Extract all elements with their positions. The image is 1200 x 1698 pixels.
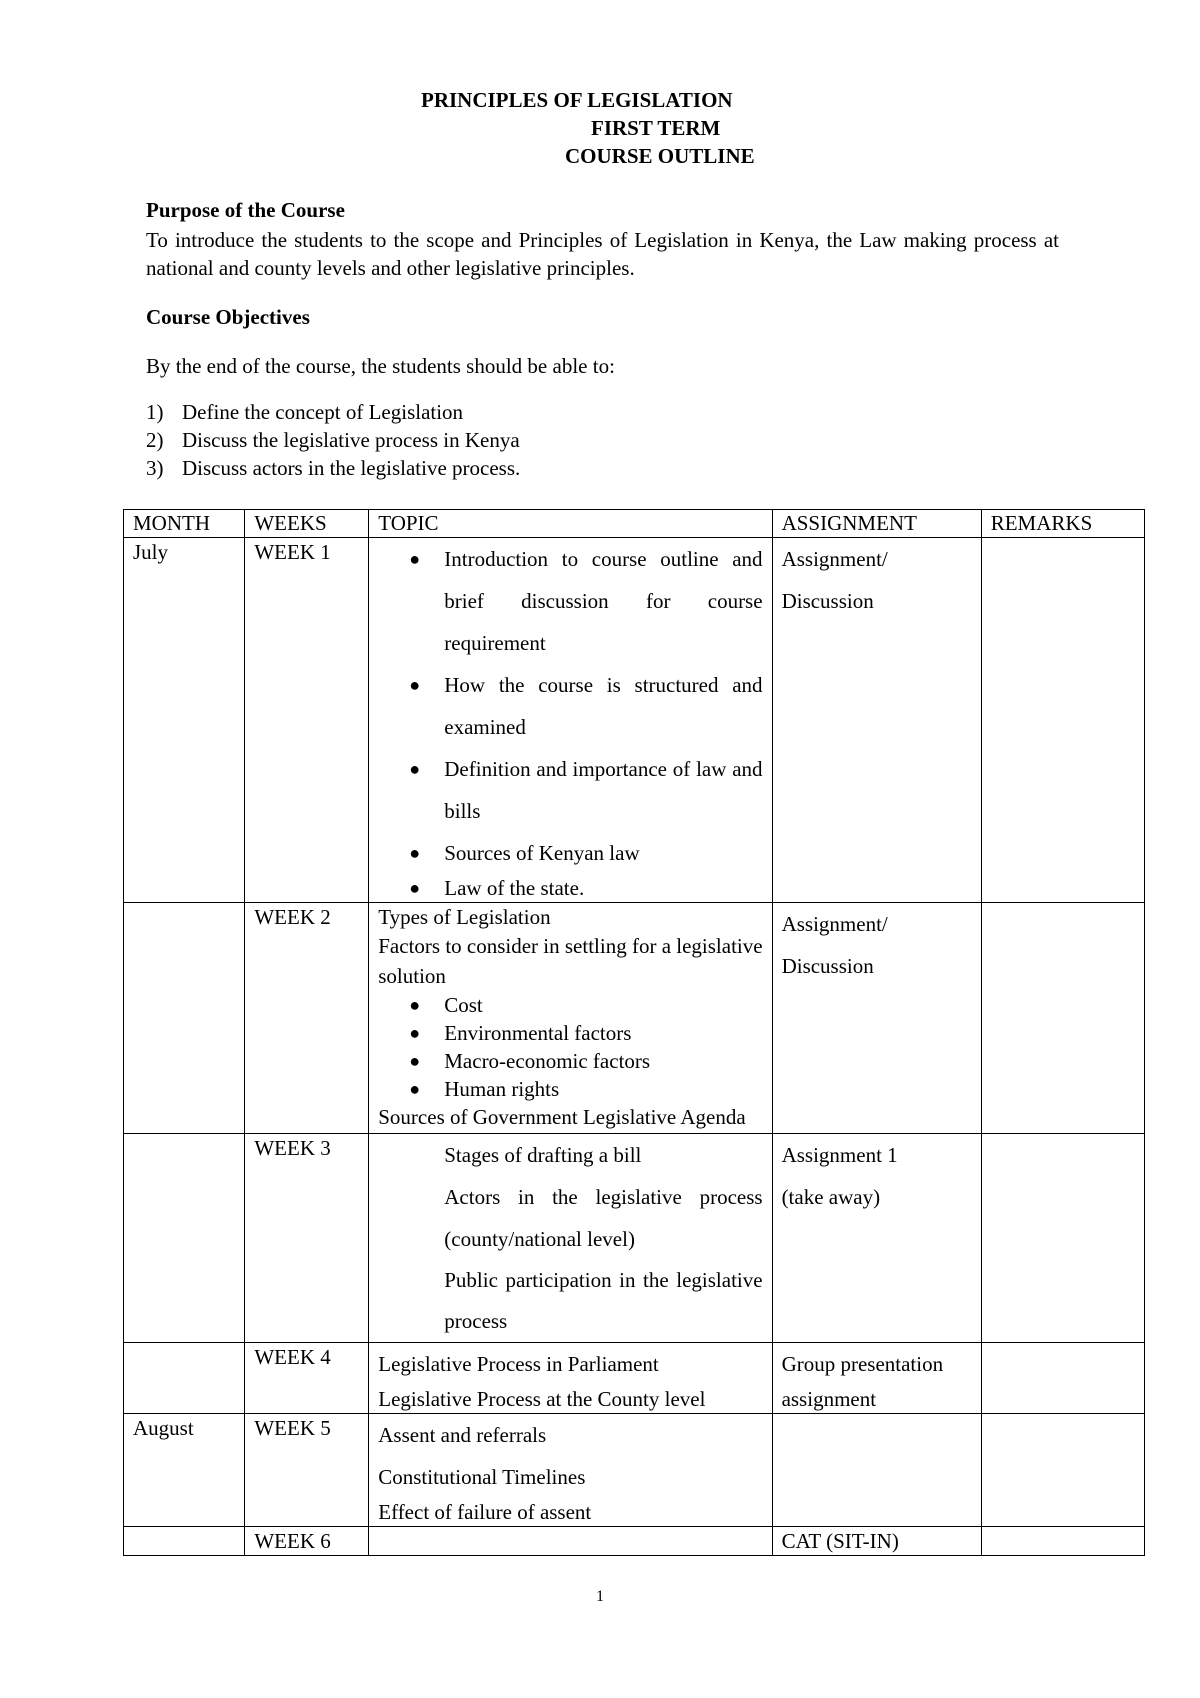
topic-item: ● Law of the state. bbox=[409, 876, 585, 900]
remarks-cell bbox=[981, 1527, 1144, 1556]
objectives-heading: Course Objectives bbox=[146, 305, 310, 329]
bullet-icon: ● bbox=[409, 549, 421, 569]
remarks-cell bbox=[981, 1134, 1144, 1343]
assignment-cell: Assignment/ Discussion bbox=[772, 538, 981, 903]
remarks-cell bbox=[981, 1343, 1144, 1414]
header-month: MONTH bbox=[124, 510, 245, 538]
topic-list bbox=[369, 991, 762, 1103]
header-topic: TOPIC bbox=[369, 510, 772, 538]
topic-list bbox=[369, 1134, 762, 1342]
topic-item: Public participation in the legislative process bbox=[444, 1268, 763, 1333]
bullet-icon: ● bbox=[409, 1023, 421, 1043]
topic-cell bbox=[369, 903, 772, 1134]
objective-item bbox=[146, 426, 520, 454]
objectives-list bbox=[146, 398, 520, 482]
month-cell bbox=[124, 1134, 245, 1343]
purpose-text: To introduce the students to the scope and Principles of Legislation in Kenya, the Law making process at national and county levels and other legislative principles. bbox=[146, 228, 1059, 280]
header-weeks: WEEKS bbox=[245, 510, 369, 538]
table-row bbox=[124, 1527, 1145, 1556]
week-cell: WEEK 6 bbox=[245, 1527, 369, 1556]
topic-line: Sources of Government Legislative Agenda bbox=[378, 1105, 746, 1129]
month-cell bbox=[124, 903, 245, 1134]
objectives-intro: By the end of the course, the students should be able to: bbox=[146, 354, 615, 378]
topic-list bbox=[369, 538, 762, 902]
month-cell bbox=[124, 1343, 245, 1414]
bullet-icon: ● bbox=[409, 995, 421, 1015]
topic-cell bbox=[369, 1414, 772, 1527]
bullet-icon: ● bbox=[409, 843, 421, 863]
remarks-cell bbox=[981, 1414, 1144, 1527]
topic-item: ● Definition and importance of law and bills bbox=[369, 748, 762, 832]
remarks-cell bbox=[981, 538, 1144, 903]
bullet-icon: ● bbox=[409, 759, 421, 779]
table-row bbox=[124, 538, 1145, 903]
topic-item: ● Introduction to course outline and brief discussion for course requirement bbox=[369, 538, 762, 664]
objective-item bbox=[146, 398, 520, 426]
table-header-row bbox=[124, 510, 1145, 538]
assignment-cell: Assignment 1 (take away) bbox=[772, 1134, 981, 1343]
topic-cell bbox=[369, 538, 772, 903]
week-cell: WEEK 4 bbox=[245, 1343, 369, 1414]
page-number: 1 bbox=[596, 1588, 604, 1605]
topic-item: Stages of drafting a bill bbox=[444, 1143, 642, 1167]
objective-number: 2) bbox=[146, 428, 164, 452]
topic-item: ● Cost bbox=[409, 993, 483, 1017]
course-outline-table bbox=[123, 509, 1145, 1556]
table-row bbox=[124, 1343, 1145, 1414]
week-cell: WEEK 2 bbox=[245, 903, 369, 1134]
table-row bbox=[124, 1134, 1145, 1343]
objective-item bbox=[146, 454, 520, 482]
topic-item: ● How the course is structured and examined bbox=[369, 664, 762, 748]
header-remarks: REMARKS bbox=[981, 510, 1144, 538]
topic-line: Legislative Process in Parliament bbox=[378, 1352, 659, 1376]
topic-item: ● Macro-economic factors bbox=[409, 1049, 651, 1073]
month-cell: July bbox=[124, 538, 245, 903]
week-cell: WEEK 1 bbox=[245, 538, 369, 903]
assignment-cell bbox=[772, 1414, 981, 1527]
bullet-icon: ● bbox=[409, 675, 421, 695]
assignment-cell: CAT (SIT-IN) bbox=[772, 1527, 981, 1556]
table-row bbox=[124, 903, 1145, 1134]
assignment-cell: Group presentation assignment bbox=[772, 1343, 981, 1414]
topic-cell bbox=[369, 1134, 772, 1343]
topic-line: Types of Legislation bbox=[378, 905, 551, 929]
bullet-icon: ● bbox=[409, 1051, 421, 1071]
topic-item: ● Human rights bbox=[409, 1077, 560, 1101]
topic-item: ● Environmental factors bbox=[409, 1021, 632, 1045]
month-cell: August bbox=[124, 1414, 245, 1527]
objective-text: Discuss actors in the legislative process. bbox=[182, 456, 521, 480]
topic-item: ● Sources of Kenyan law bbox=[369, 832, 762, 874]
bullet-icon: ● bbox=[409, 878, 421, 898]
month-cell bbox=[124, 1527, 245, 1556]
topic-cell bbox=[369, 1527, 772, 1556]
assignment-cell: Assignment/ Discussion bbox=[772, 903, 981, 1134]
topic-line: Factors to consider in settling for a legislative solution bbox=[378, 934, 763, 988]
remarks-cell bbox=[981, 903, 1144, 1134]
topic-line: Effect of failure of assent bbox=[378, 1500, 592, 1524]
bullet-icon: ● bbox=[409, 1079, 421, 1099]
header-assignment: ASSIGNMENT bbox=[772, 510, 981, 538]
week-cell: WEEK 5 bbox=[245, 1414, 369, 1527]
objective-text: Discuss the legislative process in Kenya bbox=[182, 428, 520, 452]
topic-line: Assent and referrals bbox=[378, 1423, 547, 1447]
topic-line: Legislative Process at the County level bbox=[378, 1387, 706, 1411]
title-line-2: FIRST TERM bbox=[591, 116, 721, 140]
topic-item: Actors in the legislative process (county/national level) bbox=[444, 1185, 763, 1251]
table-row bbox=[124, 1414, 1145, 1527]
topic-cell bbox=[369, 1343, 772, 1414]
week-cell: WEEK 3 bbox=[245, 1134, 369, 1343]
purpose-heading: Purpose of the Course bbox=[146, 198, 345, 222]
objective-number: 3) bbox=[146, 456, 164, 480]
topic-line: Constitutional Timelines bbox=[378, 1465, 586, 1489]
objective-number: 1) bbox=[146, 400, 164, 424]
objective-text: Define the concept of Legislation bbox=[182, 400, 464, 424]
title-line-3: COURSE OUTLINE bbox=[565, 144, 755, 168]
title-line-1: PRINCIPLES OF LEGISLATION bbox=[421, 88, 733, 112]
